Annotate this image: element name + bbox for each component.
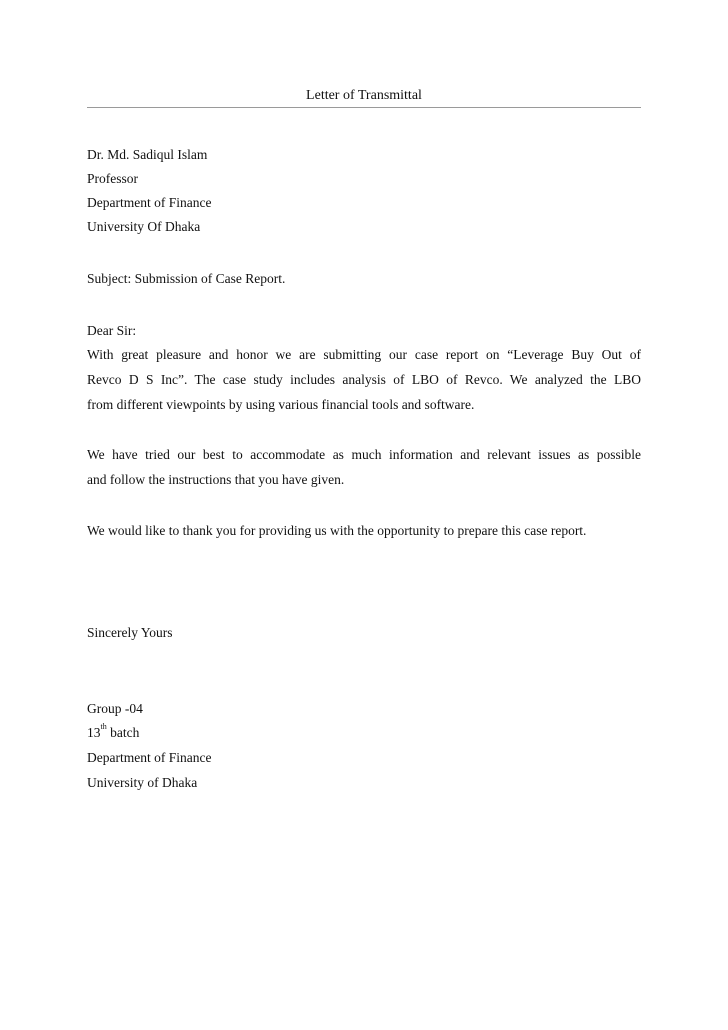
closing: Sincerely Yours: [87, 625, 173, 640]
sender-batch: [87, 722, 140, 740]
paragraph-1-line-3: from different viewpoints by using various financial tools and software.: [87, 397, 475, 412]
recipient-university: University Of Dhaka: [87, 219, 201, 234]
sender-department: Department of Finance: [87, 750, 212, 765]
paragraph-2-line-2: and follow the instructions that you have given.: [87, 472, 345, 487]
document-title: Letter of Transmittal: [306, 88, 422, 103]
paragraph-1-line-1: With great pleasure and honor we are submitting our case report on “Leverage Buy Out of: [87, 347, 641, 362]
salutation: Dear Sir:: [87, 323, 137, 338]
title-underline: [87, 107, 641, 108]
paragraph-3: We would like to thank you for providing us with the opportunity to prepare this case report.: [87, 523, 587, 538]
paragraph-1-line-2: Revco D S Inc”. The case study includes analysis of LBO of Revco. We analyzed the LBO: [87, 372, 641, 387]
batch-ordinal-suffix: th: [100, 722, 107, 731]
batch-word: batch: [106, 725, 140, 740]
subject-line: Subject: Submission of Case Report.: [87, 271, 286, 286]
batch-number: 13: [87, 725, 101, 740]
recipient-position: Professor: [87, 171, 138, 186]
sender-university: University of Dhaka: [87, 775, 198, 790]
paragraph-2-line-1: We have tried our best to accommodate as much information and relevant issues as possible: [87, 447, 641, 462]
recipient-name: Dr. Md. Sadiqul Islam: [87, 147, 208, 162]
recipient-department: Department of Finance: [87, 195, 212, 210]
sender-group: Group -04: [87, 701, 143, 716]
